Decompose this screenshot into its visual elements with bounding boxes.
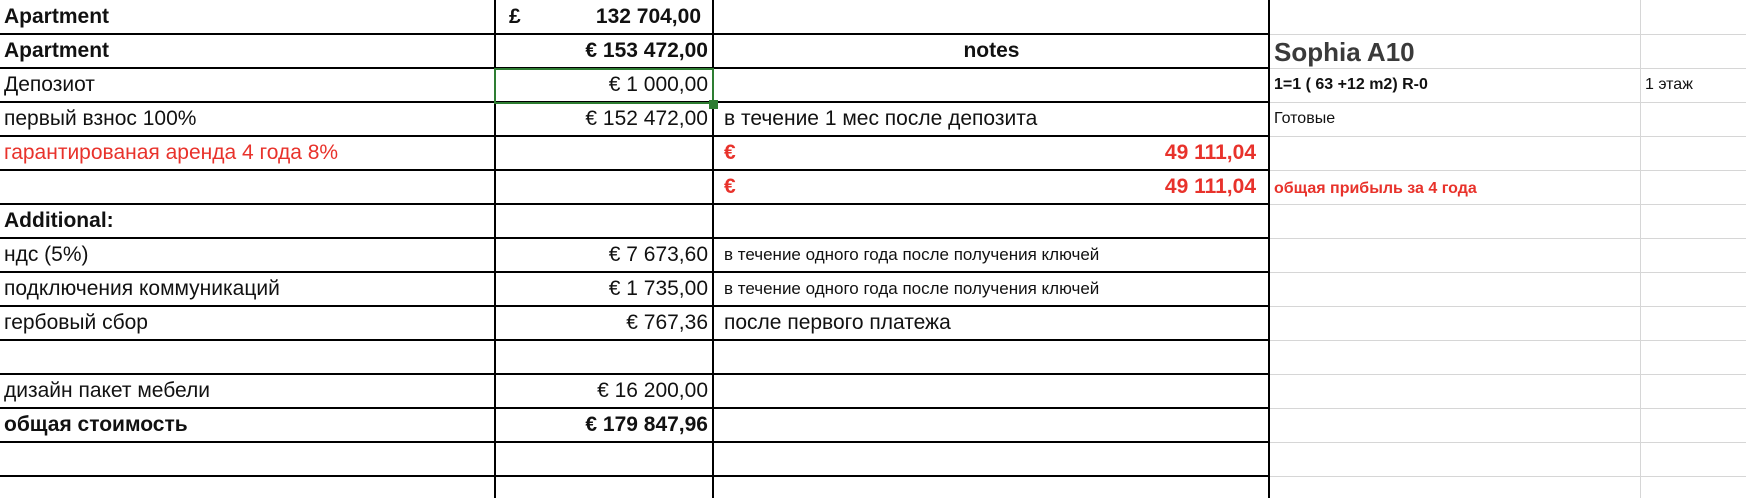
cell-a9[interactable]: подключения коммуникаций [4, 277, 280, 300]
cell-b2[interactable]: € 153 472,00 [585, 39, 708, 62]
gridline [1270, 476, 1746, 477]
cell-c6-currency[interactable]: € [724, 175, 736, 198]
layout-info[interactable]: 1=1 ( 63 +12 m2) R-0 [1274, 76, 1428, 93]
cell-b12[interactable]: € 16 200,00 [597, 379, 708, 402]
row-border [0, 475, 1270, 477]
cell-c4[interactable]: в течение 1 мес после депозита [724, 107, 1038, 130]
gridline [1270, 442, 1746, 443]
cell-a1[interactable]: Apartment [4, 5, 110, 28]
cell-a12[interactable]: дизайн пакет мебели [4, 379, 211, 402]
cell-b1[interactable]: 132 704,00 [595, 5, 701, 28]
cell-a3[interactable]: Депозиот [4, 73, 95, 96]
cell-c8[interactable]: в течение одного года после получения ключей [724, 245, 1100, 264]
gridline [1270, 238, 1746, 239]
gridline [1270, 170, 1746, 171]
cell-a8[interactable]: ндс (5%) [4, 243, 89, 266]
project-title[interactable]: Sophia A10 [1274, 36, 1415, 67]
fill-handle[interactable] [709, 100, 718, 109]
cell-b10[interactable]: € 767,36 [626, 311, 708, 334]
cell-b4[interactable]: € 152 472,00 [585, 107, 708, 130]
cell-c5-currency[interactable]: € [724, 141, 736, 164]
profit-note[interactable]: общая прибыль за 4 года [1274, 180, 1477, 197]
cell-b8[interactable]: € 7 673,60 [608, 243, 708, 266]
cell-a13[interactable]: общая стоимость [4, 413, 188, 436]
cell-c6[interactable]: 49 111,04 [1164, 175, 1256, 198]
status-info[interactable]: Готовые [1274, 110, 1336, 127]
cell-b3[interactable]: € 1 000,00 [608, 73, 708, 96]
floor-info[interactable]: 1 этаж [1645, 76, 1693, 93]
cell-b1-currency[interactable]: £ [509, 5, 521, 28]
gridline [1270, 306, 1746, 307]
cell-a7[interactable]: Additional: [4, 209, 114, 232]
cell-b9[interactable]: € 1 735,00 [608, 277, 708, 300]
gridline [1270, 374, 1746, 375]
cell-c2-notes-header[interactable]: notes [963, 39, 1020, 62]
cell-b13[interactable]: € 179 847,96 [585, 413, 708, 436]
cell-c9[interactable]: в течение одного года после получения ключей [724, 279, 1100, 298]
gridline [1270, 340, 1746, 341]
cell-a2[interactable]: Apartment [4, 39, 110, 62]
gridline [1270, 136, 1746, 137]
cell-c5[interactable]: 49 111,04 [1164, 141, 1256, 164]
cell-a5[interactable]: гарантированая аренда 4 года 8% [4, 141, 339, 164]
gridline [1270, 272, 1746, 273]
active-cell-selection[interactable] [494, 68, 714, 104]
gridline [1270, 408, 1746, 409]
cell-c10[interactable]: после первого платежа [724, 311, 951, 334]
cell-a4[interactable]: первый взнос 100% [4, 107, 197, 130]
cell-a10[interactable]: гербовый сбор [4, 311, 148, 334]
